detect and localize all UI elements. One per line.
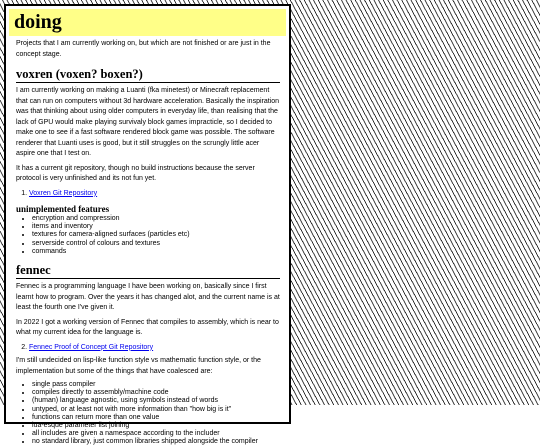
voxren-links bbox=[16, 189, 280, 199]
list-item: • compiles directly to assembly/machine code bbox=[32, 389, 280, 397]
list-item: • lua-esque parameter list joining bbox=[32, 422, 280, 430]
list-item: • no standard library, just common libraries shipped alongside the compiler bbox=[32, 438, 280, 446]
fennec-paragraph-2: In 2022 I got a working version of Fennec that compiles to assembly, which is near to what my current idea for the language is. bbox=[16, 318, 279, 337]
unimplemented-features-heading: unimplemented features bbox=[16, 204, 110, 214]
page-title-banner bbox=[9, 9, 286, 36]
fennec-heading: fennec bbox=[16, 263, 280, 279]
voxren-paragraph-1: I am currently working on making a Luanti (fka minetest) or Minecraft replacement that can run on computers without 3d hardware acceleration. Basically the inspiration was that thinking about using older computers in everyday life, than realising that the lack of GPU would make playing survivaly block games impracticle, so I decided to make one to see if a fast software rendered block game was possible. The software renderer that Luanti uses is good, but it still struggles on the scrungly little acer aspire one that I test on. bbox=[16, 87, 280, 157]
list-item: • single pass compiler bbox=[32, 381, 280, 389]
voxren-link-item bbox=[29, 189, 280, 199]
list-item: • untyped, or at least not with more information than "how big is it" bbox=[32, 406, 280, 414]
intro-paragraph: Projects that I am currently working on, but which are not finished or are just in the concept stage. bbox=[16, 40, 271, 58]
fennec-paragraph-3: I'm still undecided on lisp-like function style vs mathematic function style, or the implementation but some of the things that have coalesced are: bbox=[16, 357, 261, 375]
list-item: • commands bbox=[32, 248, 280, 256]
list-item: • (human) language agnostic, using symbols instead of words bbox=[32, 397, 280, 405]
voxren-paragraph-2: It has a current git repository, though no build instructions because the server protocol is very unfinished and its not fun yet. bbox=[16, 164, 255, 182]
list-item: • items and inventory bbox=[32, 223, 280, 231]
list-item: • functions can return more than one value bbox=[32, 414, 280, 422]
page-content bbox=[6, 39, 289, 447]
page-title: doing bbox=[14, 11, 62, 33]
list-item: • textures for camera-aligned surfaces (particles etc) bbox=[32, 231, 280, 239]
voxren-heading: voxren (voxen? boxen?) bbox=[16, 67, 280, 83]
fennec-link-item bbox=[29, 343, 280, 353]
fennec-links bbox=[16, 343, 280, 353]
fennec-paragraph-1: Fennec is a programming language I have been working on, basically since I first learnt how to program. Over the years it has changed alot, and the current name is at least the fourth one I've given it. bbox=[16, 283, 280, 312]
features-list bbox=[16, 215, 280, 256]
fennec-points-list bbox=[16, 381, 280, 447]
content-panel bbox=[4, 4, 291, 446]
fennec-git-link[interactable]: Fennec Proof of Concept Git Repository bbox=[29, 343, 154, 351]
list-item: • serverside control of colours and textures bbox=[32, 240, 280, 248]
list-item: • all includes are given a namespace according to the includer bbox=[32, 430, 280, 438]
voxren-git-link[interactable]: Voxren Git Repository bbox=[29, 189, 98, 197]
list-item: • encryption and compression bbox=[32, 215, 280, 223]
